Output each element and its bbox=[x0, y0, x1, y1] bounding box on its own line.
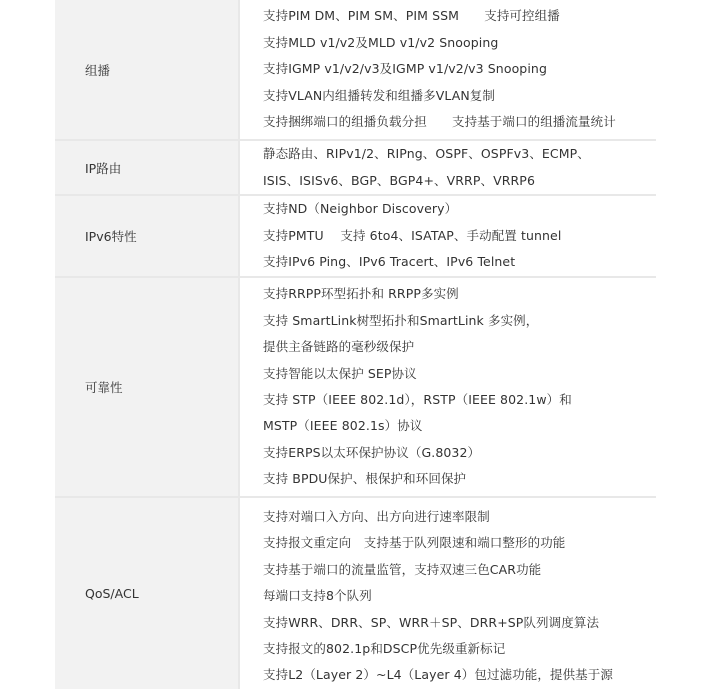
row-content bbox=[238, 278, 656, 496]
spec-line: 支持报文的802.1p和DSCP优先级重新标记 bbox=[263, 641, 506, 657]
spec-row-reliability bbox=[55, 278, 656, 498]
spec-line: 支持VLAN内组播转发和组播多VLAN复制 bbox=[263, 87, 496, 103]
row-label: 组播 bbox=[55, 0, 238, 139]
spec-line: 每端口支持8个队列 bbox=[263, 588, 372, 604]
row-content bbox=[238, 0, 656, 139]
spec-line: 支持捆绑端口的组播负载分担 支持基于端口的组播流量统计 bbox=[263, 114, 616, 130]
spec-line: 支持基于端口的流量监管，支持双速三色CAR功能 bbox=[263, 561, 542, 577]
spec-row-ipv6 bbox=[55, 196, 656, 278]
spec-row-multicast bbox=[55, 0, 656, 141]
row-label: IP路由 bbox=[55, 141, 238, 194]
spec-line: 支持WRR、DRR、SP、WRR＋SP、DRR+SP队列调度算法 bbox=[263, 614, 600, 630]
row-label: 可靠性 bbox=[55, 278, 238, 496]
spec-line: MSTP（IEEE 802.1s）协议 bbox=[263, 418, 423, 434]
row-label: QoS/ACL bbox=[55, 498, 238, 689]
spec-line: 支持PMTU 支持 6to4、ISATAP、手动配置 tunnel bbox=[263, 227, 562, 243]
spec-line: 支持IGMP v1/v2/v3及IGMP v1/v2/v3 Snooping bbox=[263, 61, 547, 77]
spec-line: 支持对端口入方向、出方向进行速率限制 bbox=[263, 509, 490, 524]
spec-line: 支持报文重定向 支持基于队列限速和端口整形的功能 bbox=[263, 535, 566, 551]
row-content bbox=[238, 196, 656, 276]
row-content bbox=[238, 498, 656, 689]
spec-line: ISIS、ISISv6、BGP、BGP4+、VRRP、VRRP6 bbox=[263, 172, 535, 188]
spec-line: 支持ND（Neighbor Discovery） bbox=[263, 201, 458, 217]
spec-line: 提供主备链路的毫秒级保护 bbox=[263, 339, 415, 355]
spec-row-ip-routing bbox=[55, 141, 656, 196]
spec-line: 支持ERPS以太环保护协议（G.8032） bbox=[263, 444, 481, 460]
spec-line: 支持IPv6 Ping、IPv6 Tracert、IPv6 Telnet bbox=[263, 254, 516, 270]
spec-line: 支持MLD v1/v2及MLD v1/v2 Snooping bbox=[263, 34, 499, 50]
spec-line: 支持RRPP环型拓扑和 RRPP多实例 bbox=[263, 286, 459, 302]
spec-line: 支持L2（Layer 2）~L4（Layer 4）包过滤功能，提供基于源 bbox=[263, 667, 613, 683]
spec-row-qos-acl bbox=[55, 498, 656, 689]
spec-line: 支持 BPDU保护、根保护和环回保护 bbox=[263, 471, 467, 487]
row-label: IPv6特性 bbox=[55, 196, 238, 276]
spec-line: 支持 SmartLink树型拓扑和SmartLink 多实例， bbox=[263, 312, 539, 328]
spec-table bbox=[55, 0, 656, 689]
spec-line: 支持智能以太保护 SEP协议 bbox=[263, 365, 417, 381]
spec-line: 静态路由、RIPv1/2、RIPng、OSPF、OSPFv3、ECMP、 bbox=[263, 146, 590, 162]
spec-line: 支持 STP（IEEE 802.1d），RSTP（IEEE 802.1w）和 bbox=[263, 392, 572, 407]
spec-line: 支持PIM DM、PIM SM、PIM SSM 支持可控组播 bbox=[263, 8, 560, 24]
row-content bbox=[238, 141, 656, 194]
